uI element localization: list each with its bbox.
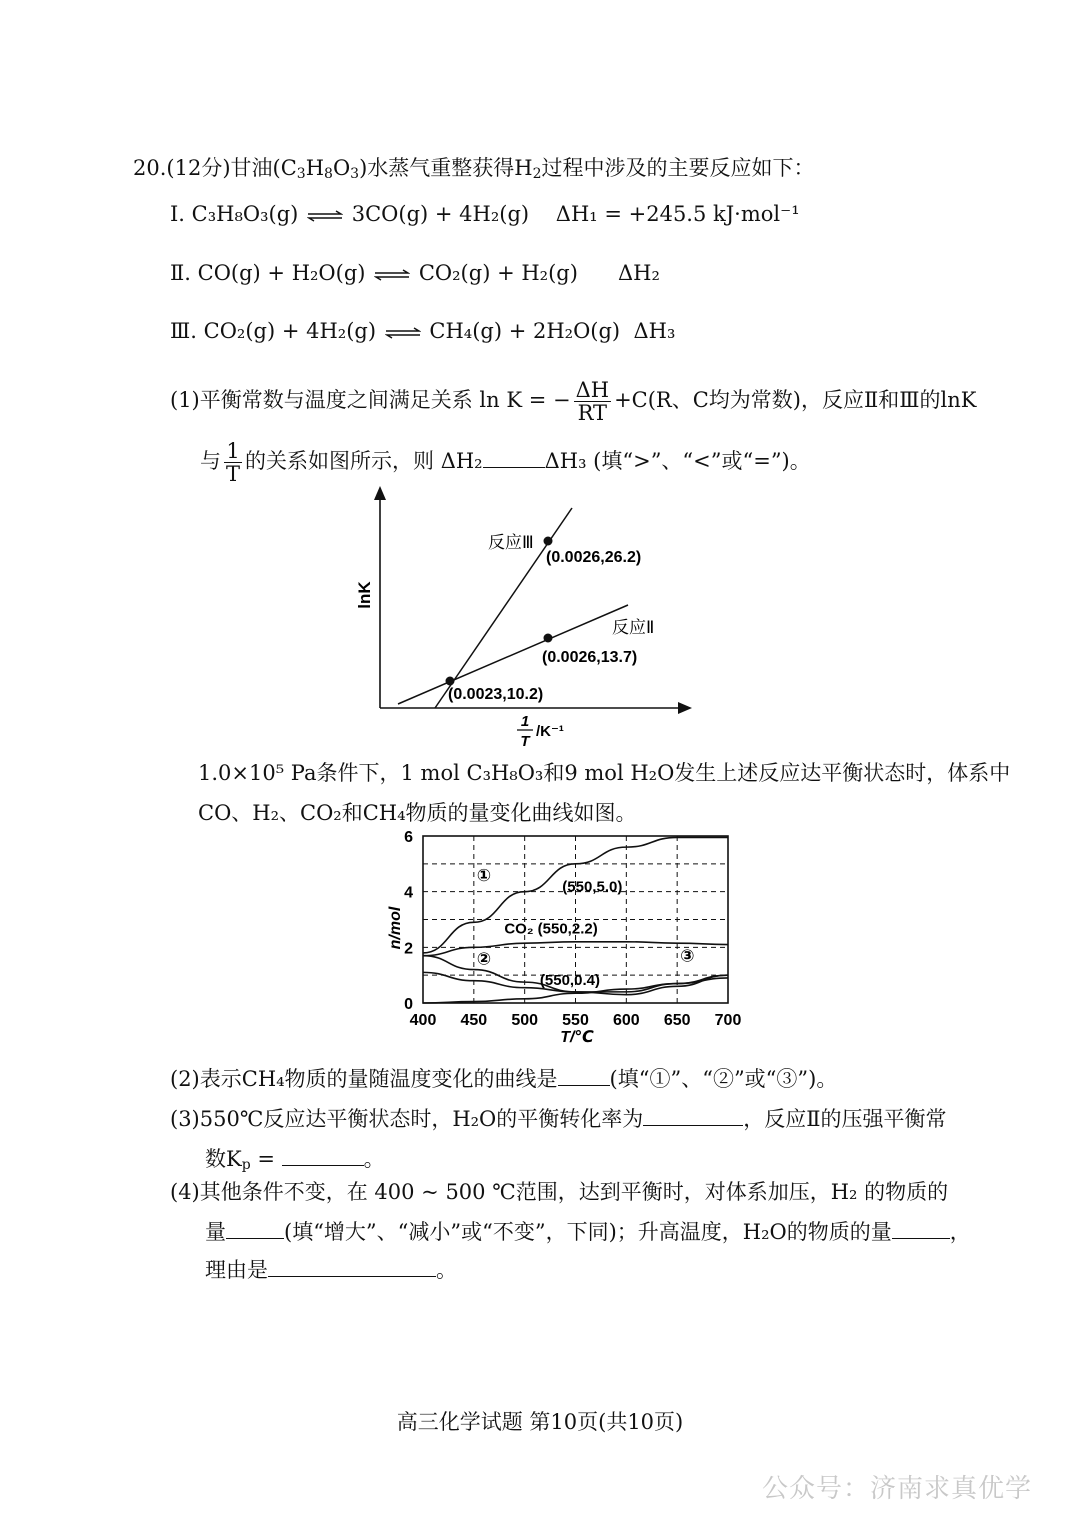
part3-line1: (3)550℃反应达平衡状态时，H₂O的平衡转化率为 ，反应Ⅱ的压强平衡常 (170, 1107, 947, 1131)
y-tick-label: 2 (404, 940, 413, 958)
label-reaction-2: 反应Ⅱ (612, 618, 655, 637)
question-score: (12分) (166, 156, 231, 180)
question-number: 20. (133, 156, 167, 180)
reaction-1: Ⅰ. C₃H₈O₃(g) 3CO(g) + 4H₂(g) ΔH₁ = +245.5 kJ·mol⁻¹ (170, 202, 800, 226)
answer-blank[interactable] (892, 1220, 950, 1239)
reaction-2: Ⅱ. CO(g) + H₂O(g) CO₂(g) + H₂(g) ΔH₂ (170, 261, 660, 285)
fraction: $\frac{\Delta H}{RT}$ (575, 378, 610, 426)
part1-line2: 与 $\frac{1}{T}$ 的关系如图所示，则 ΔH₂ ΔH₃ (填“>”、“<”或“=”)。 (200, 439, 811, 487)
watermark: 公众号：济南求真优学 (761, 1474, 1032, 1504)
x-axis-label: T/℃ (560, 1029, 594, 1046)
answer-blank[interactable] (268, 1258, 436, 1277)
point-label: (0.0026,13.7) (542, 649, 638, 666)
page-footer: 高三化学试题 第10页(共10页) (396, 1410, 684, 1434)
part1-line1: (1)平衡常数与温度之间满足关系 ln K = − $\frac{\Delta H}{RT}$ +C(R、C均为常数)，反应Ⅱ和Ⅲ的lnK (170, 378, 977, 426)
answer-blank[interactable] (643, 1107, 743, 1126)
point-label: (0.0026,26.2) (546, 549, 642, 566)
data-annotation: CO₂ (550,2.2) (504, 920, 598, 938)
part3-line2: 数$K_p$ = 。 (205, 1147, 385, 1173)
data-annotation: (550,0.4) (539, 971, 600, 989)
y-axis-arrow-icon (374, 486, 386, 500)
x-axis-label-den: T (520, 733, 530, 750)
equilibrium-arrow-icon (374, 269, 410, 281)
lnk-chart (340, 480, 720, 750)
point-0.0023-10.2 (446, 677, 455, 686)
label-reaction-3: 反应Ⅲ (488, 533, 534, 552)
series-marker-label: ③ (680, 946, 695, 966)
part2: (2)表示CH₄物质的量随温度变化的曲线是 (填“①”、“②”或“③”)。 (170, 1067, 838, 1091)
y-tick-label: 6 (404, 829, 413, 846)
part4-line1: (4)其他条件不变，在 400 ~ 500 ℃范围，达到平衡时，对体系加压，H₂ 的物质的 (170, 1180, 949, 1204)
data-annotation: (550,5.0) (562, 878, 623, 896)
n-vs-t-chart (378, 828, 758, 1050)
answer-blank[interactable] (558, 1067, 610, 1086)
y-tick-label: 0 (404, 996, 413, 1013)
part4-line2: 量 (填“增大”、“减小”或“不变”，下同)；升高温度，H₂O的物质的量 ， (205, 1220, 971, 1244)
part4-line3: 理由是 。 (205, 1258, 457, 1282)
y-tick-label: 4 (404, 884, 413, 902)
x-tick-label: 400 (409, 1012, 437, 1029)
x-axis-label-unit: /K⁻¹ (536, 723, 564, 740)
answer-blank[interactable] (226, 1220, 284, 1239)
x-tick-label: 550 (562, 1012, 589, 1029)
x-tick-label: 650 (663, 1012, 691, 1029)
x-axis-arrow-icon (678, 702, 692, 714)
conditions-line2: CO、H₂、CO₂和CH₄物质的量变化曲线如图。 (198, 801, 637, 825)
x-tick-label: 700 (714, 1012, 742, 1029)
answer-blank[interactable] (282, 1147, 364, 1166)
conditions-line1: 1.0×10⁵ Pa条件下，1 mol C₃H₈O₃和9 mol H₂O发生上述反应达平衡状态时，体系中 (198, 761, 1011, 785)
equilibrium-arrow-icon (307, 210, 343, 222)
fraction: $\frac{1}{T}$ (226, 439, 241, 487)
point-label: (0.0023,10.2) (448, 686, 544, 703)
equilibrium-arrow-icon (385, 327, 421, 339)
x-tick-label: 450 (460, 1012, 488, 1029)
y-axis-label: lnK (355, 581, 374, 609)
point-0.0026-26.2 (544, 537, 553, 546)
series-marker-label: ② (476, 949, 492, 969)
point-0.0026-13.7 (544, 634, 553, 643)
y-axis-label: n/mol (387, 906, 404, 950)
question-header: 20.(12分)甘油$(C_3H_8O_3)$水蒸气重整获得$H_2$过程中涉及的主要反应如下： (133, 156, 815, 182)
x-tick-label: 500 (511, 1012, 539, 1029)
answer-blank[interactable] (483, 449, 545, 468)
series-marker-label: ① (476, 865, 492, 885)
reaction-3: Ⅲ. CO₂(g) + 4H₂(g) CH₄(g) + 2H₂O(g) ΔH₃ (170, 319, 676, 343)
x-tick-label: 600 (612, 1012, 640, 1029)
x-axis-label-num: 1 (520, 713, 530, 730)
